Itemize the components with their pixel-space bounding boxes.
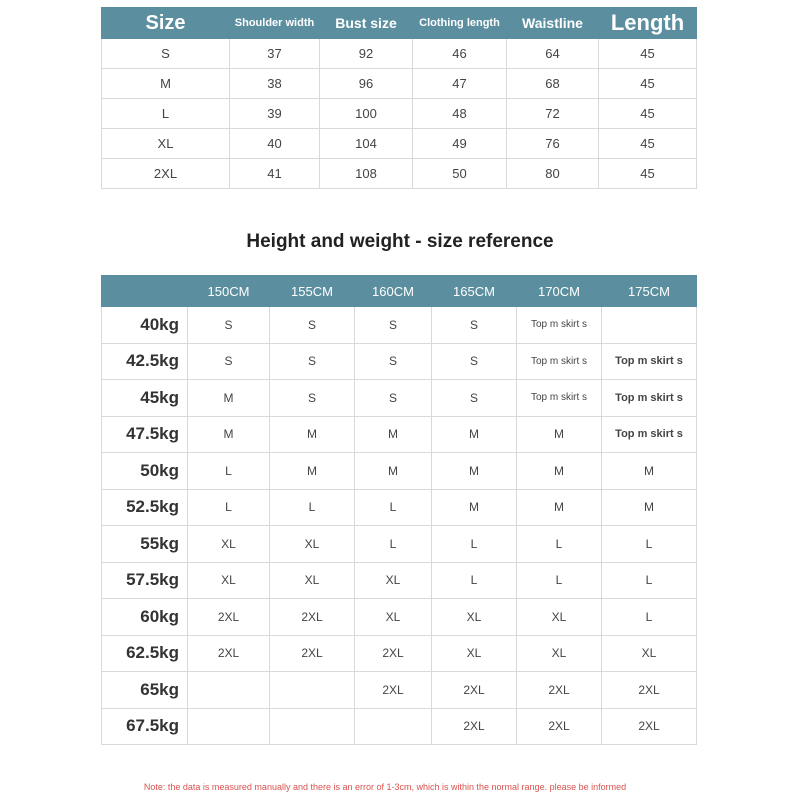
size-cell: M xyxy=(270,416,355,453)
header-corner xyxy=(102,276,188,307)
table-cell: XL xyxy=(102,129,230,159)
size-cell: L xyxy=(355,526,432,563)
size-cell: L xyxy=(432,562,517,599)
size-cell: S xyxy=(270,380,355,417)
size-cell: S xyxy=(270,343,355,380)
size-cell xyxy=(188,672,270,709)
table-cell: 48 xyxy=(413,99,507,129)
size-cell: Top m skirt s xyxy=(602,416,697,453)
size-cell xyxy=(602,307,697,344)
size-cell: S xyxy=(270,307,355,344)
table-row xyxy=(102,39,697,69)
table-cell: 47 xyxy=(413,69,507,99)
table-cell: 41 xyxy=(230,159,320,189)
weight-label: 45kg xyxy=(102,380,188,417)
size-cell: M xyxy=(432,416,517,453)
size-cell: XL xyxy=(270,526,355,563)
size-cell: L xyxy=(188,489,270,526)
table-cell: S xyxy=(102,39,230,69)
size-cell: 2XL xyxy=(270,635,355,672)
table-cell: 40 xyxy=(230,129,320,159)
table-cell: 68 xyxy=(507,69,599,99)
size-cell: L xyxy=(602,562,697,599)
height-header: 175CM xyxy=(602,276,697,307)
table-row xyxy=(102,635,697,672)
table-row xyxy=(102,416,697,453)
table-cell: 45 xyxy=(599,39,697,69)
height-header: 160CM xyxy=(355,276,432,307)
size-cell: S xyxy=(355,307,432,344)
size-cell: M xyxy=(432,489,517,526)
size-cell: M xyxy=(188,416,270,453)
size-cell: XL xyxy=(432,635,517,672)
size-cell: S xyxy=(355,343,432,380)
size-cell xyxy=(188,708,270,745)
table-row xyxy=(102,599,697,636)
size-cell: Top m skirt s xyxy=(517,307,602,344)
size-cell: XL xyxy=(602,635,697,672)
table-cell: 108 xyxy=(320,159,413,189)
header-bust-size: Bust size xyxy=(320,8,413,39)
size-cell: M xyxy=(188,380,270,417)
table-row xyxy=(102,307,697,344)
size-cell: XL xyxy=(355,562,432,599)
table-cell: 49 xyxy=(413,129,507,159)
size-cell: L xyxy=(517,562,602,599)
table-cell: 72 xyxy=(507,99,599,129)
weight-label: 57.5kg xyxy=(102,562,188,599)
size-cell: L xyxy=(188,453,270,490)
size-cell: M xyxy=(355,416,432,453)
table-row xyxy=(102,99,697,129)
table-cell: 50 xyxy=(413,159,507,189)
table-cell: 76 xyxy=(507,129,599,159)
weight-label: 60kg xyxy=(102,599,188,636)
size-cell: M xyxy=(602,489,697,526)
size-cell: 2XL xyxy=(432,672,517,709)
size-cell: 2XL xyxy=(517,708,602,745)
table-cell: 45 xyxy=(599,99,697,129)
height-header: 170CM xyxy=(517,276,602,307)
table-row xyxy=(102,343,697,380)
height-header-row xyxy=(102,276,697,307)
table-cell: 2XL xyxy=(102,159,230,189)
size-cell: XL xyxy=(188,526,270,563)
table-row xyxy=(102,489,697,526)
weight-label: 40kg xyxy=(102,307,188,344)
table-row xyxy=(102,562,697,599)
table-cell: 45 xyxy=(599,129,697,159)
size-cell: Top m skirt s xyxy=(517,343,602,380)
table-row xyxy=(102,526,697,563)
size-cell: 2XL xyxy=(270,599,355,636)
table-cell: 45 xyxy=(599,69,697,99)
size-cell: 2XL xyxy=(517,672,602,709)
header-size: Size xyxy=(102,8,230,39)
size-cell: L xyxy=(602,526,697,563)
size-cell: S xyxy=(355,380,432,417)
table-row xyxy=(102,129,697,159)
size-chart-table xyxy=(101,7,697,189)
table-row xyxy=(102,708,697,745)
table-row xyxy=(102,69,697,99)
table-cell: 45 xyxy=(599,159,697,189)
table-row xyxy=(102,380,697,417)
size-cell: M xyxy=(517,453,602,490)
weight-label: 62.5kg xyxy=(102,635,188,672)
size-cell: 2XL xyxy=(355,672,432,709)
size-cell: M xyxy=(270,453,355,490)
size-cell: L xyxy=(602,599,697,636)
height-weight-table xyxy=(101,275,697,745)
size-cell: M xyxy=(517,489,602,526)
size-cell: M xyxy=(355,453,432,490)
size-cell: Top m skirt s xyxy=(517,380,602,417)
header-shoulder-width: Shoulder width xyxy=(230,8,320,39)
table-cell: 92 xyxy=(320,39,413,69)
size-cell: 2XL xyxy=(188,599,270,636)
size-cell: S xyxy=(432,380,517,417)
size-cell: 2XL xyxy=(188,635,270,672)
table-cell: 100 xyxy=(320,99,413,129)
size-reference-title: Height and weight - size reference xyxy=(246,231,554,252)
size-cell: Top m skirt s xyxy=(602,343,697,380)
size-cell: L xyxy=(270,489,355,526)
size-cell: XL xyxy=(355,599,432,636)
height-header: 165CM xyxy=(432,276,517,307)
table-cell: 96 xyxy=(320,69,413,99)
size-cell: 2XL xyxy=(355,635,432,672)
size-chart-header-row xyxy=(102,8,697,39)
size-cell: 2XL xyxy=(602,708,697,745)
size-cell xyxy=(270,708,355,745)
header-length: Length xyxy=(599,8,697,39)
size-cell: S xyxy=(432,307,517,344)
table-cell: 38 xyxy=(230,69,320,99)
size-cell: L xyxy=(355,489,432,526)
size-cell: XL xyxy=(517,599,602,636)
size-cell: 2XL xyxy=(602,672,697,709)
weight-label: 50kg xyxy=(102,453,188,490)
table-cell: M xyxy=(102,69,230,99)
weight-label: 55kg xyxy=(102,526,188,563)
weight-label: 47.5kg xyxy=(102,416,188,453)
table-cell: 37 xyxy=(230,39,320,69)
table-cell: 104 xyxy=(320,129,413,159)
size-cell: M xyxy=(517,416,602,453)
header-clothing-length: Clothing length xyxy=(413,8,507,39)
table-row xyxy=(102,672,697,709)
size-cell xyxy=(270,672,355,709)
height-header: 155CM xyxy=(270,276,355,307)
measurement-note: Note: the data is measured manually and there is an error of 1-3cm, which is within the normal range. please be informed xyxy=(143,782,627,792)
size-cell: M xyxy=(432,453,517,490)
size-cell: L xyxy=(432,526,517,563)
size-cell: S xyxy=(432,343,517,380)
table-cell: L xyxy=(102,99,230,129)
weight-label: 67.5kg xyxy=(102,708,188,745)
weight-label: 52.5kg xyxy=(102,489,188,526)
table-cell: 39 xyxy=(230,99,320,129)
header-waistline: Waistline xyxy=(507,8,599,39)
size-cell: XL xyxy=(270,562,355,599)
table-row xyxy=(102,159,697,189)
table-cell: 80 xyxy=(507,159,599,189)
size-cell xyxy=(355,708,432,745)
size-cell: M xyxy=(602,453,697,490)
height-header: 150CM xyxy=(188,276,270,307)
table-cell: 46 xyxy=(413,39,507,69)
table-cell: 64 xyxy=(507,39,599,69)
size-cell: XL xyxy=(188,562,270,599)
size-cell: XL xyxy=(432,599,517,636)
size-cell: L xyxy=(517,526,602,563)
weight-label: 42.5kg xyxy=(102,343,188,380)
table-row xyxy=(102,453,697,490)
size-cell: Top m skirt s xyxy=(602,380,697,417)
size-cell: S xyxy=(188,307,270,344)
size-cell: S xyxy=(188,343,270,380)
weight-label: 65kg xyxy=(102,672,188,709)
size-cell: XL xyxy=(517,635,602,672)
size-cell: 2XL xyxy=(432,708,517,745)
